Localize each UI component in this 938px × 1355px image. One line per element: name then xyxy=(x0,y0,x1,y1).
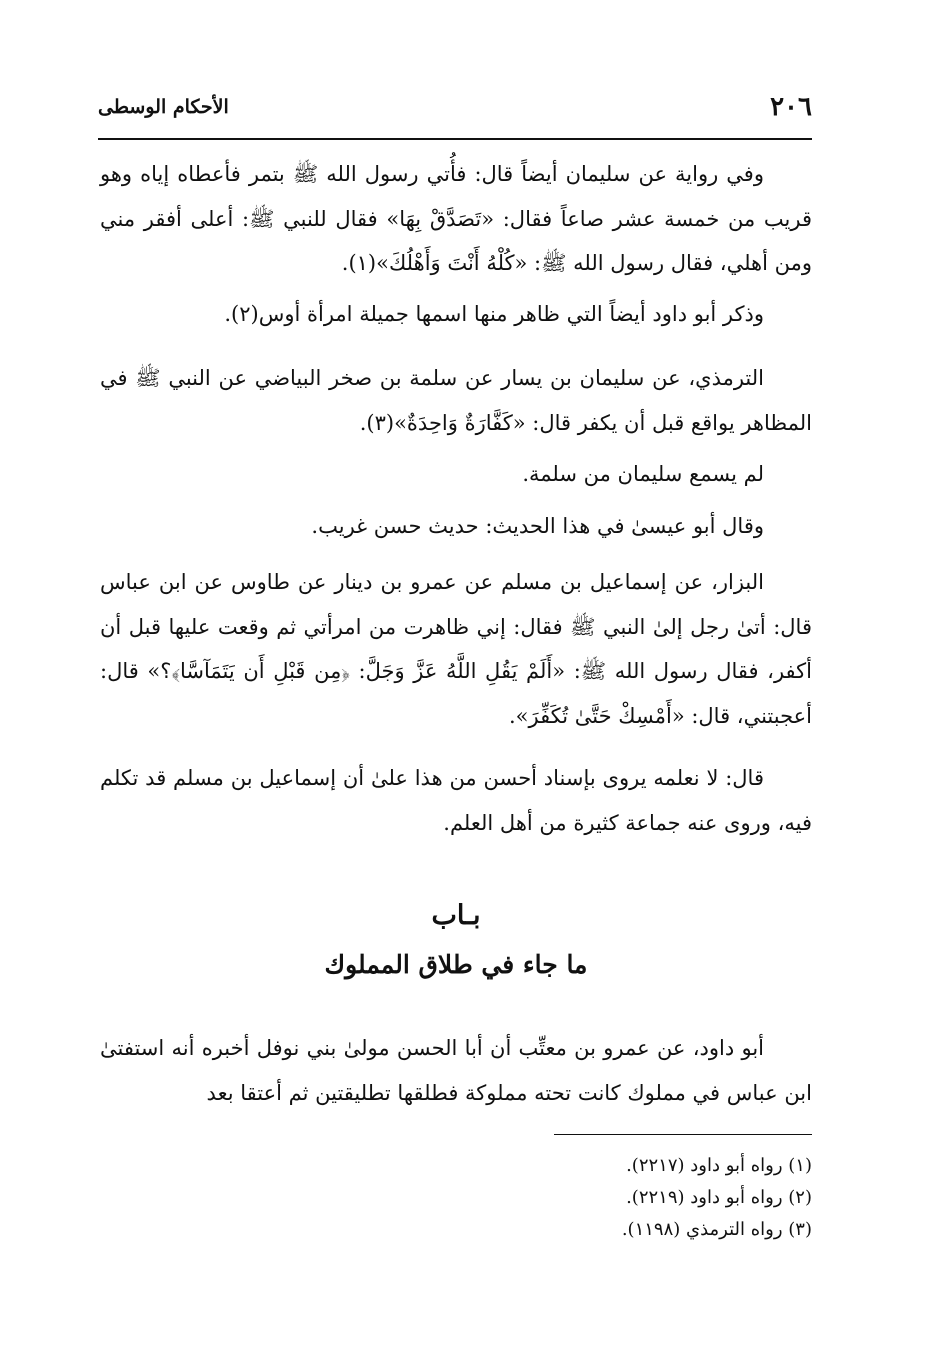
paragraph xyxy=(100,1026,812,1115)
paragraph xyxy=(100,504,812,549)
paragraph xyxy=(100,356,812,445)
footnote-divider xyxy=(554,1134,812,1135)
footnotes xyxy=(100,1150,812,1246)
footnote-3: (٣) رواه الترمذي (١١٩٨). xyxy=(621,1219,812,1240)
paragraph-text: الترمذي، عن سليمان بن يسار عن سلمة بن صخر البياضي عن النبي ﷺ في المظاهر يواقع قبل أن يكفر قال: «كَفَّارَةٌ وَاحِدَةٌ»(٣). xyxy=(100,366,812,435)
section-heading: بـاب xyxy=(431,900,481,931)
footnote-1: (١) رواه أبو داود (٢٢١٧). xyxy=(626,1155,812,1176)
paragraph xyxy=(100,292,812,337)
footnote-2: (٢) رواه أبو داود (٢٢١٩). xyxy=(626,1187,812,1208)
paragraph-text: وقال أبو عيسىٰ في هذا الحديث: حديث حسن غريب. xyxy=(311,514,764,538)
paragraph-text: البزار، عن إسماعيل بن مسلم عن عمرو بن دينار عن طاوس عن ابن عباس قال: أتىٰ رجل إلىٰ النبي ﷺ فقال: إني ظاهرت من امرأتي ثم وقعت عليها قبل أن أكفر، فقال رسول الله ﷺ: «أَلَمْ يَقُلِ اللَّهُ عَزَّ وَجَلَّ: ﴿مِن قَبْلِ أَن يَتَمَآسَّا﴾؟» قال: أعجبتني، قال: «أَمْسِكْ حَتَّىٰ تُكَفِّرَ». xyxy=(100,570,812,728)
page-header xyxy=(98,88,812,140)
paragraph xyxy=(100,756,812,845)
paragraph-text: وذكر أبو داود أيضاً التي ظاهر منها اسمها جميلة امرأة أوس(٢). xyxy=(224,302,764,326)
running-title: الأحكام الوسطى xyxy=(98,96,229,118)
page-number: ٢٠٦ xyxy=(770,92,812,122)
paragraph xyxy=(100,560,812,738)
paragraph-text: قال: لا نعلمه يروى بإسناد أحسن من هذا علىٰ أن إسماعيل بن مسلم قد تكلم فيه، وروى عنه جماعة كثيرة من أهل العلم. xyxy=(100,766,812,835)
paragraph-text: أبو داود، عن عمرو بن معتِّب أن أبا الحسن مولىٰ بني نوفل أخبره أنه استفتىٰ ابن عباس في مملوك كانت تحته مملوكة فطلقها تطليقتين ثم أعتقا بعد xyxy=(100,1036,812,1105)
section-title: ما جاء في طلاق المملوك xyxy=(324,950,588,979)
paragraph xyxy=(100,152,812,286)
paragraph-text: لم يسمع سليمان من سلمة. xyxy=(522,462,764,486)
paragraph-text: وفي رواية عن سليمان أيضاً قال: فأُتي رسول الله ﷺ بتمر فأعطاه إياه وهو قريب من خمسة عشر صاعاً فقال: «تَصَدَّقْ بِهَا» فقال للنبي ﷺ: أعلى أفقر مني ومن أهلي، فقال رسول الله ﷺ: «كُلْهُ أَنْتَ وَأَهْلُكَ»(١). xyxy=(100,162,812,275)
paragraph xyxy=(100,452,812,497)
